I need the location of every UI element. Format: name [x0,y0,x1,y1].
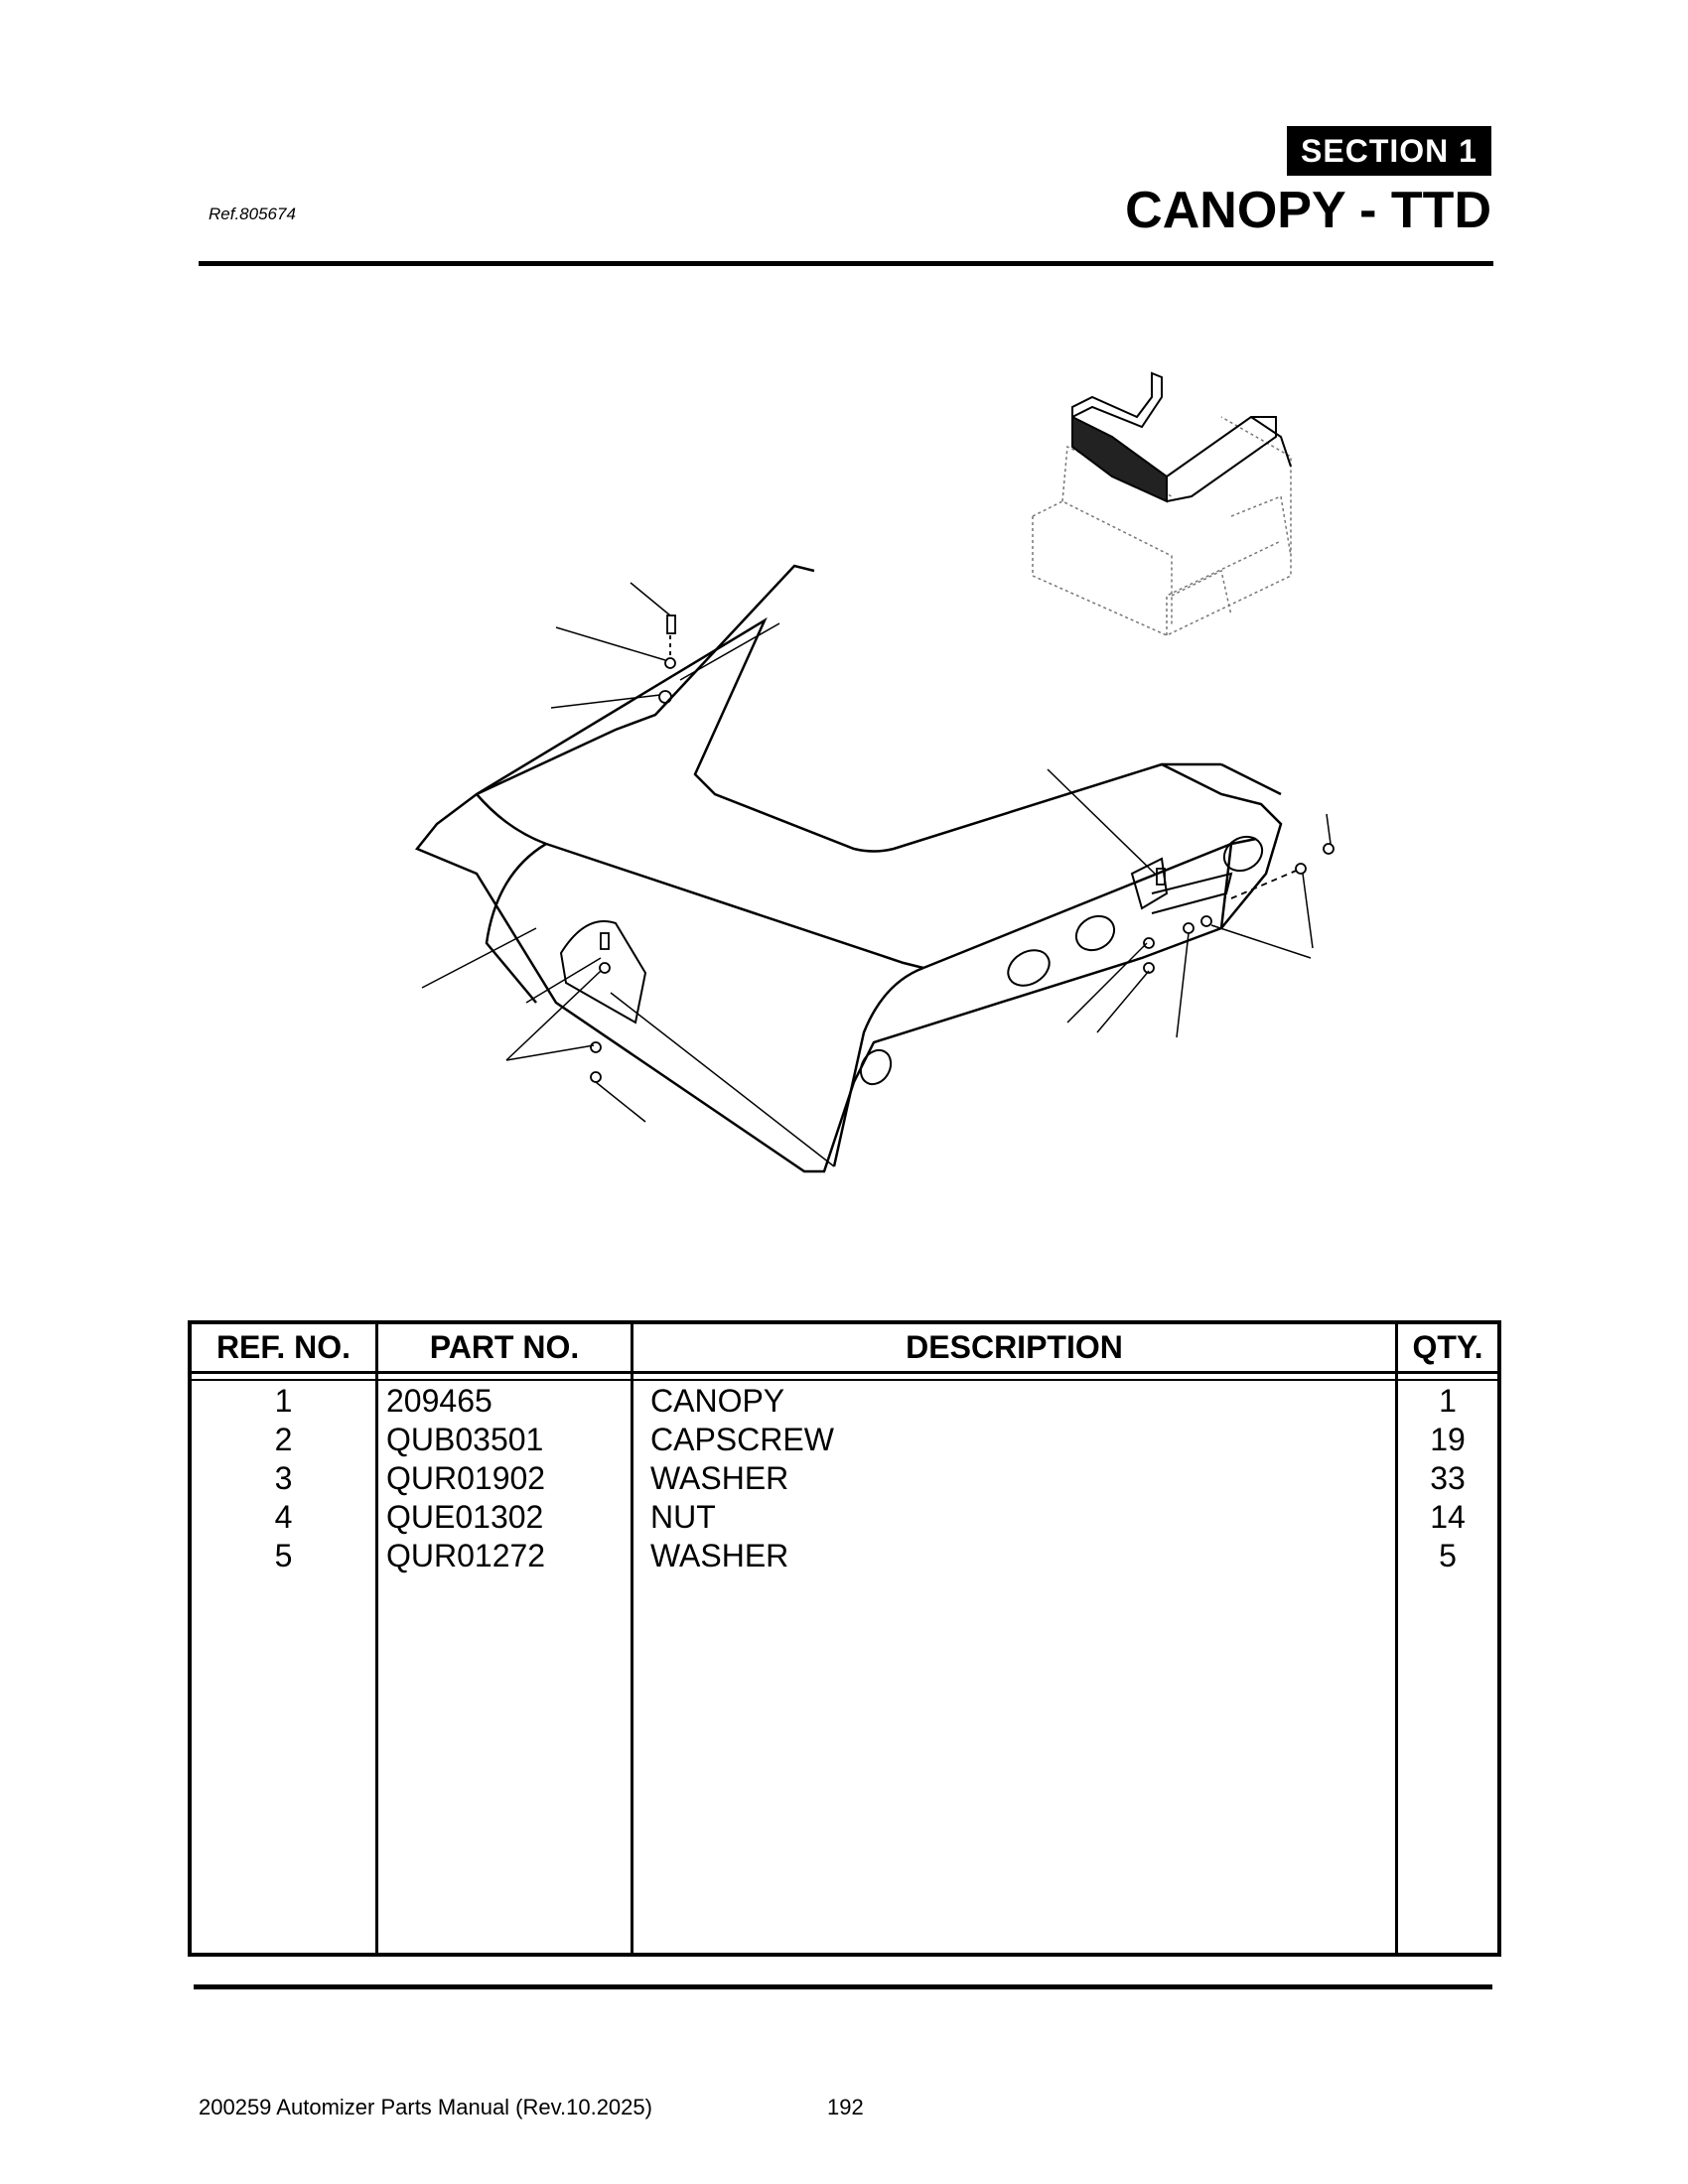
quantity: 5 [1439,1538,1457,1573]
footer-divider [194,1984,1492,1989]
part-no: QUB03501 [386,1422,544,1457]
header-ref-no: REF. NO. [215,1329,352,1365]
leader-lines [422,583,1331,1166]
ref-no: 3 [274,1460,293,1496]
header-qty: QTY. [1412,1329,1483,1365]
description: CAPSCREW [650,1422,834,1457]
description: NUT [650,1499,716,1535]
header-description: DESCRIPTION [906,1329,1123,1365]
part-no: QUE01302 [386,1499,544,1535]
description: CANOPY [650,1383,785,1419]
table-body [192,1382,1497,1575]
main-canopy [417,566,1281,1171]
quantity: 19 [1430,1422,1466,1457]
table-row [192,1459,1497,1498]
ref-no: 2 [274,1422,293,1457]
reference-number: Ref.805674 [209,205,296,223]
description: WASHER [650,1460,789,1496]
ref-no: 1 [274,1383,293,1419]
quantity: 1 [1439,1383,1457,1419]
locator-inset [1033,417,1291,635]
header-rule [192,1379,1497,1381]
ref-no: 4 [274,1499,293,1535]
page-number: 192 [827,2095,864,2119]
header-rule [192,1371,1497,1374]
part-no: QUR01272 [386,1538,546,1573]
table-row [192,1382,1497,1421]
parts-table [188,1320,1501,1957]
table-row [192,1537,1497,1575]
footer-manual-title: 200259 Automizer Parts Manual (Rev.10.2025) [199,2095,652,2119]
section-badge: SECTION 1 [1287,126,1491,176]
part-no: QUR01902 [386,1460,546,1496]
page-title: CANOPY - TTD [1125,182,1491,239]
quantity: 33 [1430,1460,1466,1496]
header-part-no: PART NO. [429,1329,580,1365]
part-no: 209465 [386,1383,492,1419]
quantity: 14 [1430,1499,1466,1535]
table-row [192,1421,1497,1459]
table-row [192,1498,1497,1537]
ref-no: 5 [274,1538,293,1573]
description: WASHER [650,1538,789,1573]
